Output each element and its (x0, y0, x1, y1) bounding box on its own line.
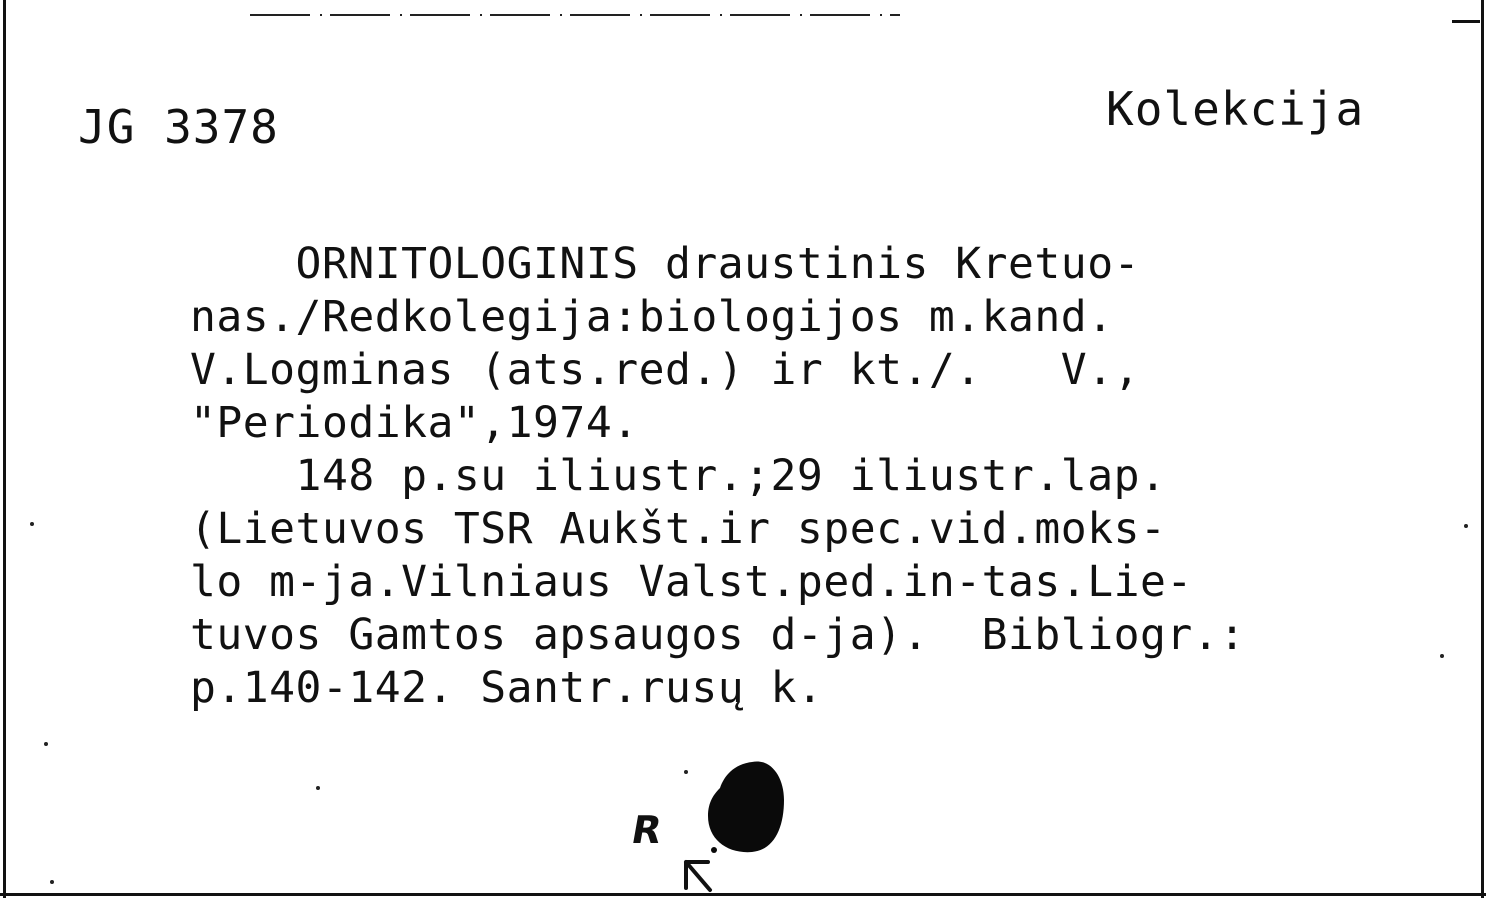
entry-line: nas./Redkolegija:biologijos m.kand. (190, 292, 1114, 342)
collection-label: Kolekcija (1106, 82, 1365, 136)
entry-line: (Lietuvos TSR Aukšt.ir spec.vid.moks- (190, 504, 1167, 554)
dust-speck (684, 770, 688, 774)
arrow-icon (682, 858, 714, 894)
card-left-edge (3, 0, 6, 898)
entry-line: 148 p.su iliustr.;29 iliustr.lap. (190, 451, 1167, 501)
handwritten-mark: R (628, 808, 666, 852)
entry-line: p.140-142. Santr.rusų k. (190, 663, 824, 713)
dust-speck (316, 786, 320, 790)
entry-line: lo m-ja.Vilniaus Valst.ped.in-tas.Lie- (190, 557, 1193, 607)
dust-speck (1440, 654, 1444, 658)
entry-line: tuvos Gamtos apsaugos d-ja). Bibliogr.: (190, 610, 1246, 660)
dust-speck (44, 742, 48, 746)
ink-blot (704, 758, 786, 854)
bibliographic-entry (190, 238, 1246, 715)
card-top-right-mark (1452, 20, 1480, 23)
card-top-edge (250, 14, 900, 16)
entry-line: ORNITOLOGINIS draustinis Kretuo- (190, 239, 1140, 289)
dust-speck (1464, 524, 1468, 528)
dust-speck (30, 522, 34, 526)
call-number: JG 3378 (78, 100, 279, 154)
dust-speck (50, 880, 54, 884)
entry-line: "Periodika",1974. (190, 398, 639, 448)
entry-line: V.Logminas (ats.red.) ir kt./. V., (190, 345, 1140, 395)
card-right-edge (1481, 0, 1484, 898)
card-bottom-edge (0, 893, 1486, 896)
